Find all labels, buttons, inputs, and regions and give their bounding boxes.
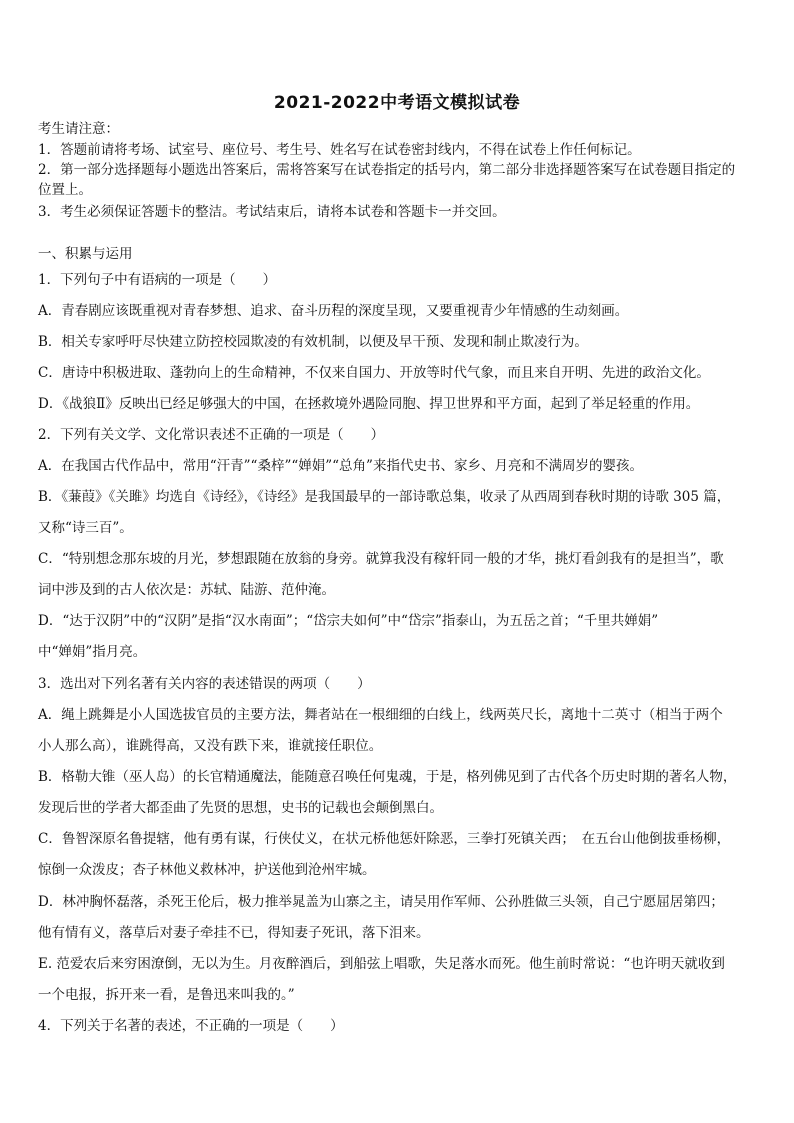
page-title: 2021-2022中考语文模拟试卷 (273, 93, 521, 113)
question-line: A．青春剧应该既重视对青春梦想、追求、奋斗历程的深度呈现，又要重视青少年情感的生动刻画。 (38, 303, 629, 319)
question-line: 又称“诗三百”。 (38, 520, 133, 536)
question-line: 惊倒一众泼皮；杏子林他义救林冲，护送他到沧州牢城。 (38, 862, 376, 878)
notice-label: 考生请注意： (38, 121, 119, 137)
question-line: 3．选出对下列名著有关内容的表述错误的两项（ ） (38, 676, 371, 692)
question-line: B．相关专家呼吁尽快建立防控校园欺凌的有效机制，以便及早干预、发现和制止欺凌行为。 (38, 334, 588, 350)
question-line: 发现后世的学者大都歪曲了先贤的思想，史书的记载也会颠倒黑白。 (38, 800, 443, 816)
notice-item: 1．答题前请将考场、试室号、座位号、考生号、姓名写在试卷密封线内，不得在试卷上作任何标记。 (38, 142, 641, 158)
question-line: D．林冲胸怀磊落，杀死王伦后，极力推举晁盖为山寨之主，请吴用作军师、公孙胜做三头领，自己宁愿屈居第四； (38, 894, 724, 910)
notice-item: 位置上。 (38, 182, 92, 198)
question-line: A．绳上跳舞是小人国选拔官员的主要方法，舞者站在一根细细的白线上，线两英尺长，离地十二英寸（相当于两个 (38, 707, 723, 723)
question-line: 4．下列关于名著的表述，不正确的一项是（ ） (38, 1018, 344, 1034)
question-line: D．“达于汉阴”中的“汉阴”是指“汉水南面”；“岱宗夫如何”中“岱宗”指泰山，为五岳之首；“千里共婵娟” (38, 613, 659, 629)
question-line: B．格勒大锥（巫人岛）的长官精通魔法，能随意召唤任何鬼魂，于是，格列佛见到了古代各个历史时期的著名人物， (38, 769, 737, 785)
question-line: 词中涉及到的古人依次是：苏轼、陆游、范仲淹。 (38, 582, 335, 598)
question-line: 小人那么高），谁跳得高，又没有跌下来，谁就接任职位。 (38, 738, 383, 754)
question-line: C．唐诗中积极进取、蓬勃向上的生命精神，不仅来自国力、开放等时代气象，而且来自开明、先进的政治文化。 (38, 365, 710, 381)
question-line: 他有情有义，落草后对妻子牵挂不已，得知妻子死讯，落下泪来。 (38, 925, 430, 941)
question-line: B．《蒹葭》《关雎》均选自《诗经》，《诗经》是我国最早的一部诗歌总集，收录了从西周到春秋时期的诗歌 305 篇， (38, 489, 731, 505)
question-line: 中“婵娟”指月亮。 (38, 644, 147, 660)
question-line: D．《战狼Ⅱ》反映出已经足够强大的中国，在拯救境外遇险同胞、捍卫世界和平方面，起到了举足轻重的作用。 (38, 396, 700, 412)
question-line: 1．下列句子中有语病的一项是（ ） (38, 272, 277, 288)
question-line: C．“特别想念那东坡的月光，梦想跟随在放翁的身旁。就算我没有稼轩同一般的才华，挑灯看剑我有的是担当”，歌 (38, 551, 724, 567)
question-line: C．鲁智深原名鲁提辖，他有勇有谋，行侠仗义，在状元桥他惩奸除恶，三拳打死镇关西； 在五台山他倒拔垂杨柳， (38, 831, 731, 847)
notice-item: 2．第一部分选择题每小题选出答案后，需将答案写在试卷指定的括号内，第二部分非选择题答案写在试卷题目指定的 (38, 162, 736, 178)
section-title: 一、积累与运用 (38, 246, 133, 262)
question-line: A．在我国古代作品中，常用“汗青”“桑梓”“婵娟”“总角”来指代史书、家乡、月亮和不满周岁的婴孩。 (38, 458, 643, 474)
question-line: 2．下列有关文学、文化常识表述不正确的一项是（ ） (38, 427, 385, 443)
question-line: 一个电报，拆开来一看，是鲁迅来叫我的。” (38, 987, 295, 1003)
question-line: E. 范爱农后来穷困潦倒，无以为生。月夜醉酒后，到船弦上唱歌，失足落水而死。他生前时常说：“也许明天就收到 (38, 956, 725, 972)
notice-item: 3．考生必须保证答题卡的整洁。考试结束后，请将本试卷和答题卡一并交回。 (38, 204, 506, 220)
